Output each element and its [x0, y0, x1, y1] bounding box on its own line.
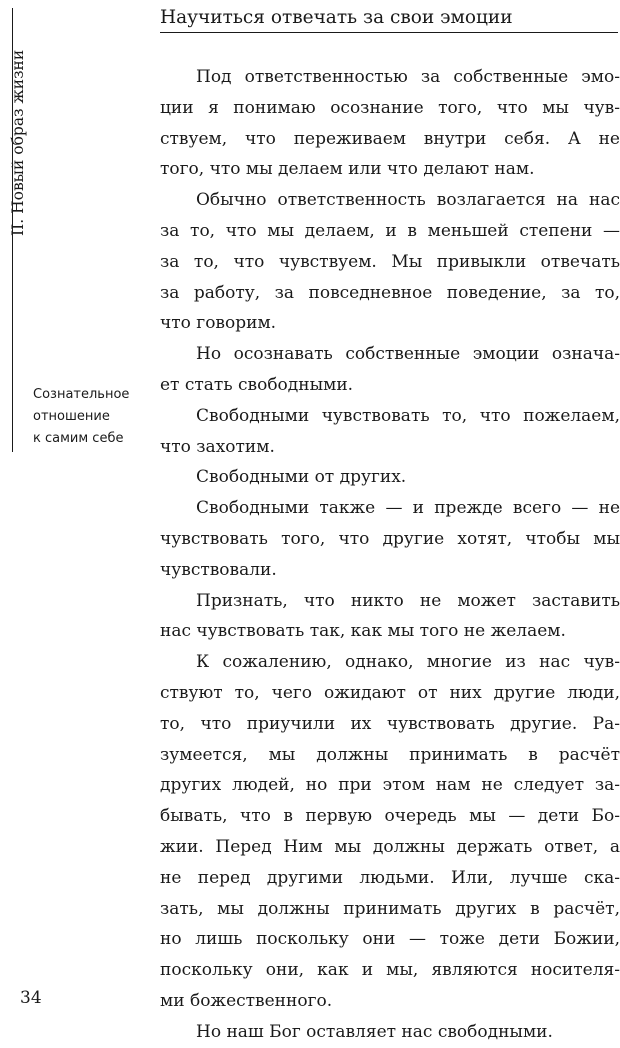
page-number: 34 [20, 988, 42, 1008]
text-line: ствуем, что переживаем внутри себя. А не [160, 128, 620, 149]
text-line: ствуют то, чего ожидают от них другие люди, [160, 682, 620, 703]
margin-note [33, 384, 157, 450]
text-line: того, что мы делаем или что делают нам. [160, 159, 535, 180]
text-line: других людей, но при этом нам не следует за- [160, 775, 620, 796]
text-line: то, что приучили их чувствовать другие. Ра- [160, 713, 620, 734]
body-text [160, 62, 620, 1048]
margin-note-line: отношение [33, 409, 110, 424]
text-line: зумеется, мы должны принимать в расчёт [160, 744, 620, 765]
text-line: за то, что мы делаем, и в меньшей степени — [160, 220, 620, 241]
text-line: но лишь поскольку они — тоже дети Божии, [160, 929, 620, 950]
text-line: ми божественного. [160, 990, 333, 1011]
text-line: чувствовать того, что другие хотят, чтобы мы [160, 528, 620, 549]
margin-note-line: к самим себе [33, 431, 124, 446]
text-line: что говорим. [160, 313, 277, 334]
text-line: бывать, что в первую очередь мы — дети Бо- [160, 806, 620, 827]
text-line: ции я понимаю осознание того, что мы чув- [160, 97, 620, 118]
text-line: Свободными также — и прежде всего — не [196, 498, 620, 519]
text-line: зать, мы должны принимать других в расчёт, [160, 898, 620, 919]
text-line: поскольку они, как и мы, являются носителя- [160, 960, 620, 981]
text-line: Под ответственностью за собственные эмо- [196, 67, 620, 87]
text-line: Но осознавать собственные эмоции означа- [196, 344, 620, 365]
text-line: Обычно ответственность возлагается на нас [196, 190, 620, 211]
section-label: II. Новый образ жизни [9, 49, 27, 236]
text-line: ет стать свободными. [160, 374, 354, 395]
text-line: Но наш Бог оставляет нас свободными. [196, 1021, 553, 1042]
text-line: Свободными чувствовать то, что пожелаем, [196, 405, 620, 426]
text-line: Признать, что никто не может заставить [196, 590, 620, 611]
text-line: жии. Перед Ним мы должны держать ответ, а [160, 836, 620, 857]
text-line: нас чувствовать так, как мы того не желаем. [160, 621, 566, 642]
text-line: Свободными от других. [196, 467, 407, 488]
text-line: чувствовали. [160, 559, 277, 580]
text-line: за работу, за повседневное поведение, за то, [160, 282, 620, 303]
text-line: за то, что чувствуем. Мы привыкли отвечать [160, 251, 620, 272]
running-head: Научиться отвечать за свои эмоции [160, 4, 618, 33]
text-line: что захотим. [160, 436, 275, 457]
margin-note-line: Сознательное [33, 387, 130, 402]
text-line: не перед другими людьми. Или, лучше ска- [160, 867, 620, 888]
text-line: К сожалению, однако, многие из нас чув- [196, 652, 620, 673]
